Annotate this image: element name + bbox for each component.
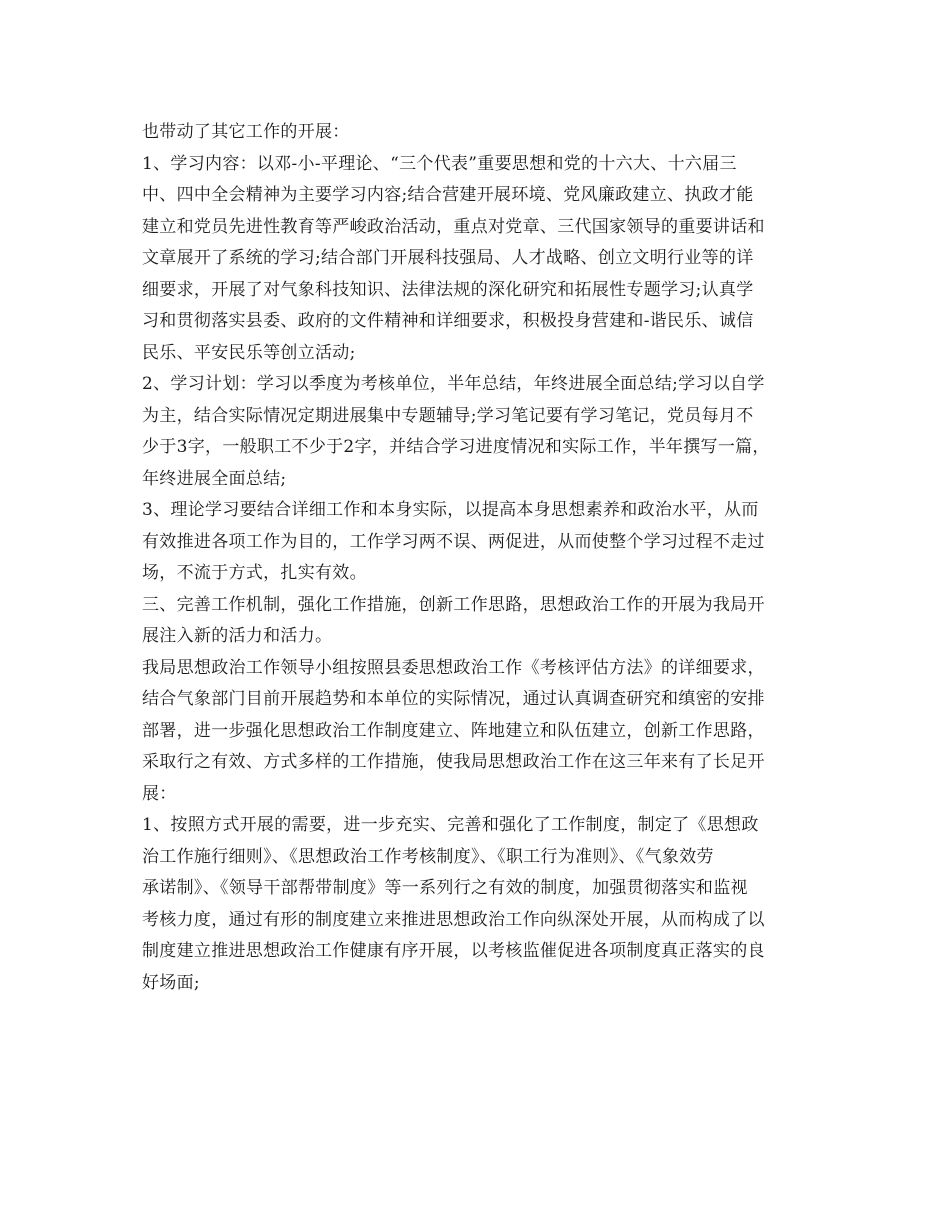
text-line: 展： [142,783,177,804]
text-line: 考核力度，通过有形的制度建立来推进思想政治工作向纵深处开展，从而构成了以 [142,909,765,930]
text-line: 3、理论学习要结合详细工作和本身实际，以提高本身思想素养和政治水平，从而 [142,500,759,520]
text-line: 少于3字，一般职工不少于2字，并结合学习进度情况和实际工作，半年撰写一篇， [142,437,770,457]
text-line: 也带动了其它工作的开展： [142,122,350,142]
text-line: 承诺制》、《领导干部帮带制度》等一系列行之有效的制度，加强贯彻落实和监视 [142,878,748,898]
text-line: 有效推进各项工作为目的，工作学习两不误、两促进，从而使整个学习过程不走过 [142,531,765,552]
text-line: 2、学习计划：学习以季度为考核单位，半年总结，年终进展全面总结;学习以自学 [142,374,765,394]
text-line: 1、学习内容：以邓-小-平理论、“三个代表”重要思想和党的十六大、十六届三 [142,153,737,174]
text-line: 制度建立推进思想政治工作健康有序开展，以考核监催促进各项制度真正落实的良 [142,941,765,961]
text-line: 习和贯彻落实县委、政府的文件精神和详细要求，积极投身营建和-谐民乐、诚信 [142,311,754,331]
text-line: 采取行之有效、方式多样的工作措施，使我局思想政治工作在这三年来有了长足开 [142,752,765,772]
text-line: 文章展开了系统的学习;结合部门开展科技强局、人才战略、创立文明行业等的详 [142,248,754,268]
text-line: 展注入新的活力和活力。 [142,626,333,646]
text-line: 细要求，开展了对气象科技知识、法律法规的深化研究和拓展性专题学习;认真学 [142,279,754,300]
text-line: 1、按照方式开展的需要，进一步充实、完善和强化了工作制度，制定了《思想政 [142,815,759,835]
text-line: 民乐、平安民乐等创立活动; [142,342,356,363]
document-body [142,117,832,999]
text-line: 治工作施行细则》、《思想政治工作考核制度》、《职工行为准则》、《气象效劳 [142,846,714,867]
text-line: 建立和党员先进性教育等严峻政治活动，重点对党章、三代国家领导的重要讲话和 [142,216,765,237]
text-line: 结合气象部门目前开展趋势和本单位的实际情况，通过认真调查研究和缜密的安排 [142,689,765,709]
text-line: 我局思想政治工作领导小组按照县委思想政治工作《考核评估方法》的详细要求， [142,657,765,678]
text-line: 为主，结合实际情况定期进展集中专题辅导;学习笔记要有学习笔记，党员每月不 [142,405,754,426]
text-line: 部署，进一步强化思想政治工作制度建立、阵地建立和队伍建立，创新工作思路， [142,720,765,741]
text-line: 三、完善工作机制，强化工作措施，创新工作思路，思想政治工作的开展为我局开 [142,594,765,615]
text-line: 好场面; [142,972,200,993]
text-line: 场，不流于方式，扎实有效。 [142,563,367,583]
text-line: 中、四中全会精神为主要学习内容;结合营建开展环境、党风廉政建立、执政才能 [142,185,754,205]
text-line: 年终进展全面总结; [142,468,287,489]
